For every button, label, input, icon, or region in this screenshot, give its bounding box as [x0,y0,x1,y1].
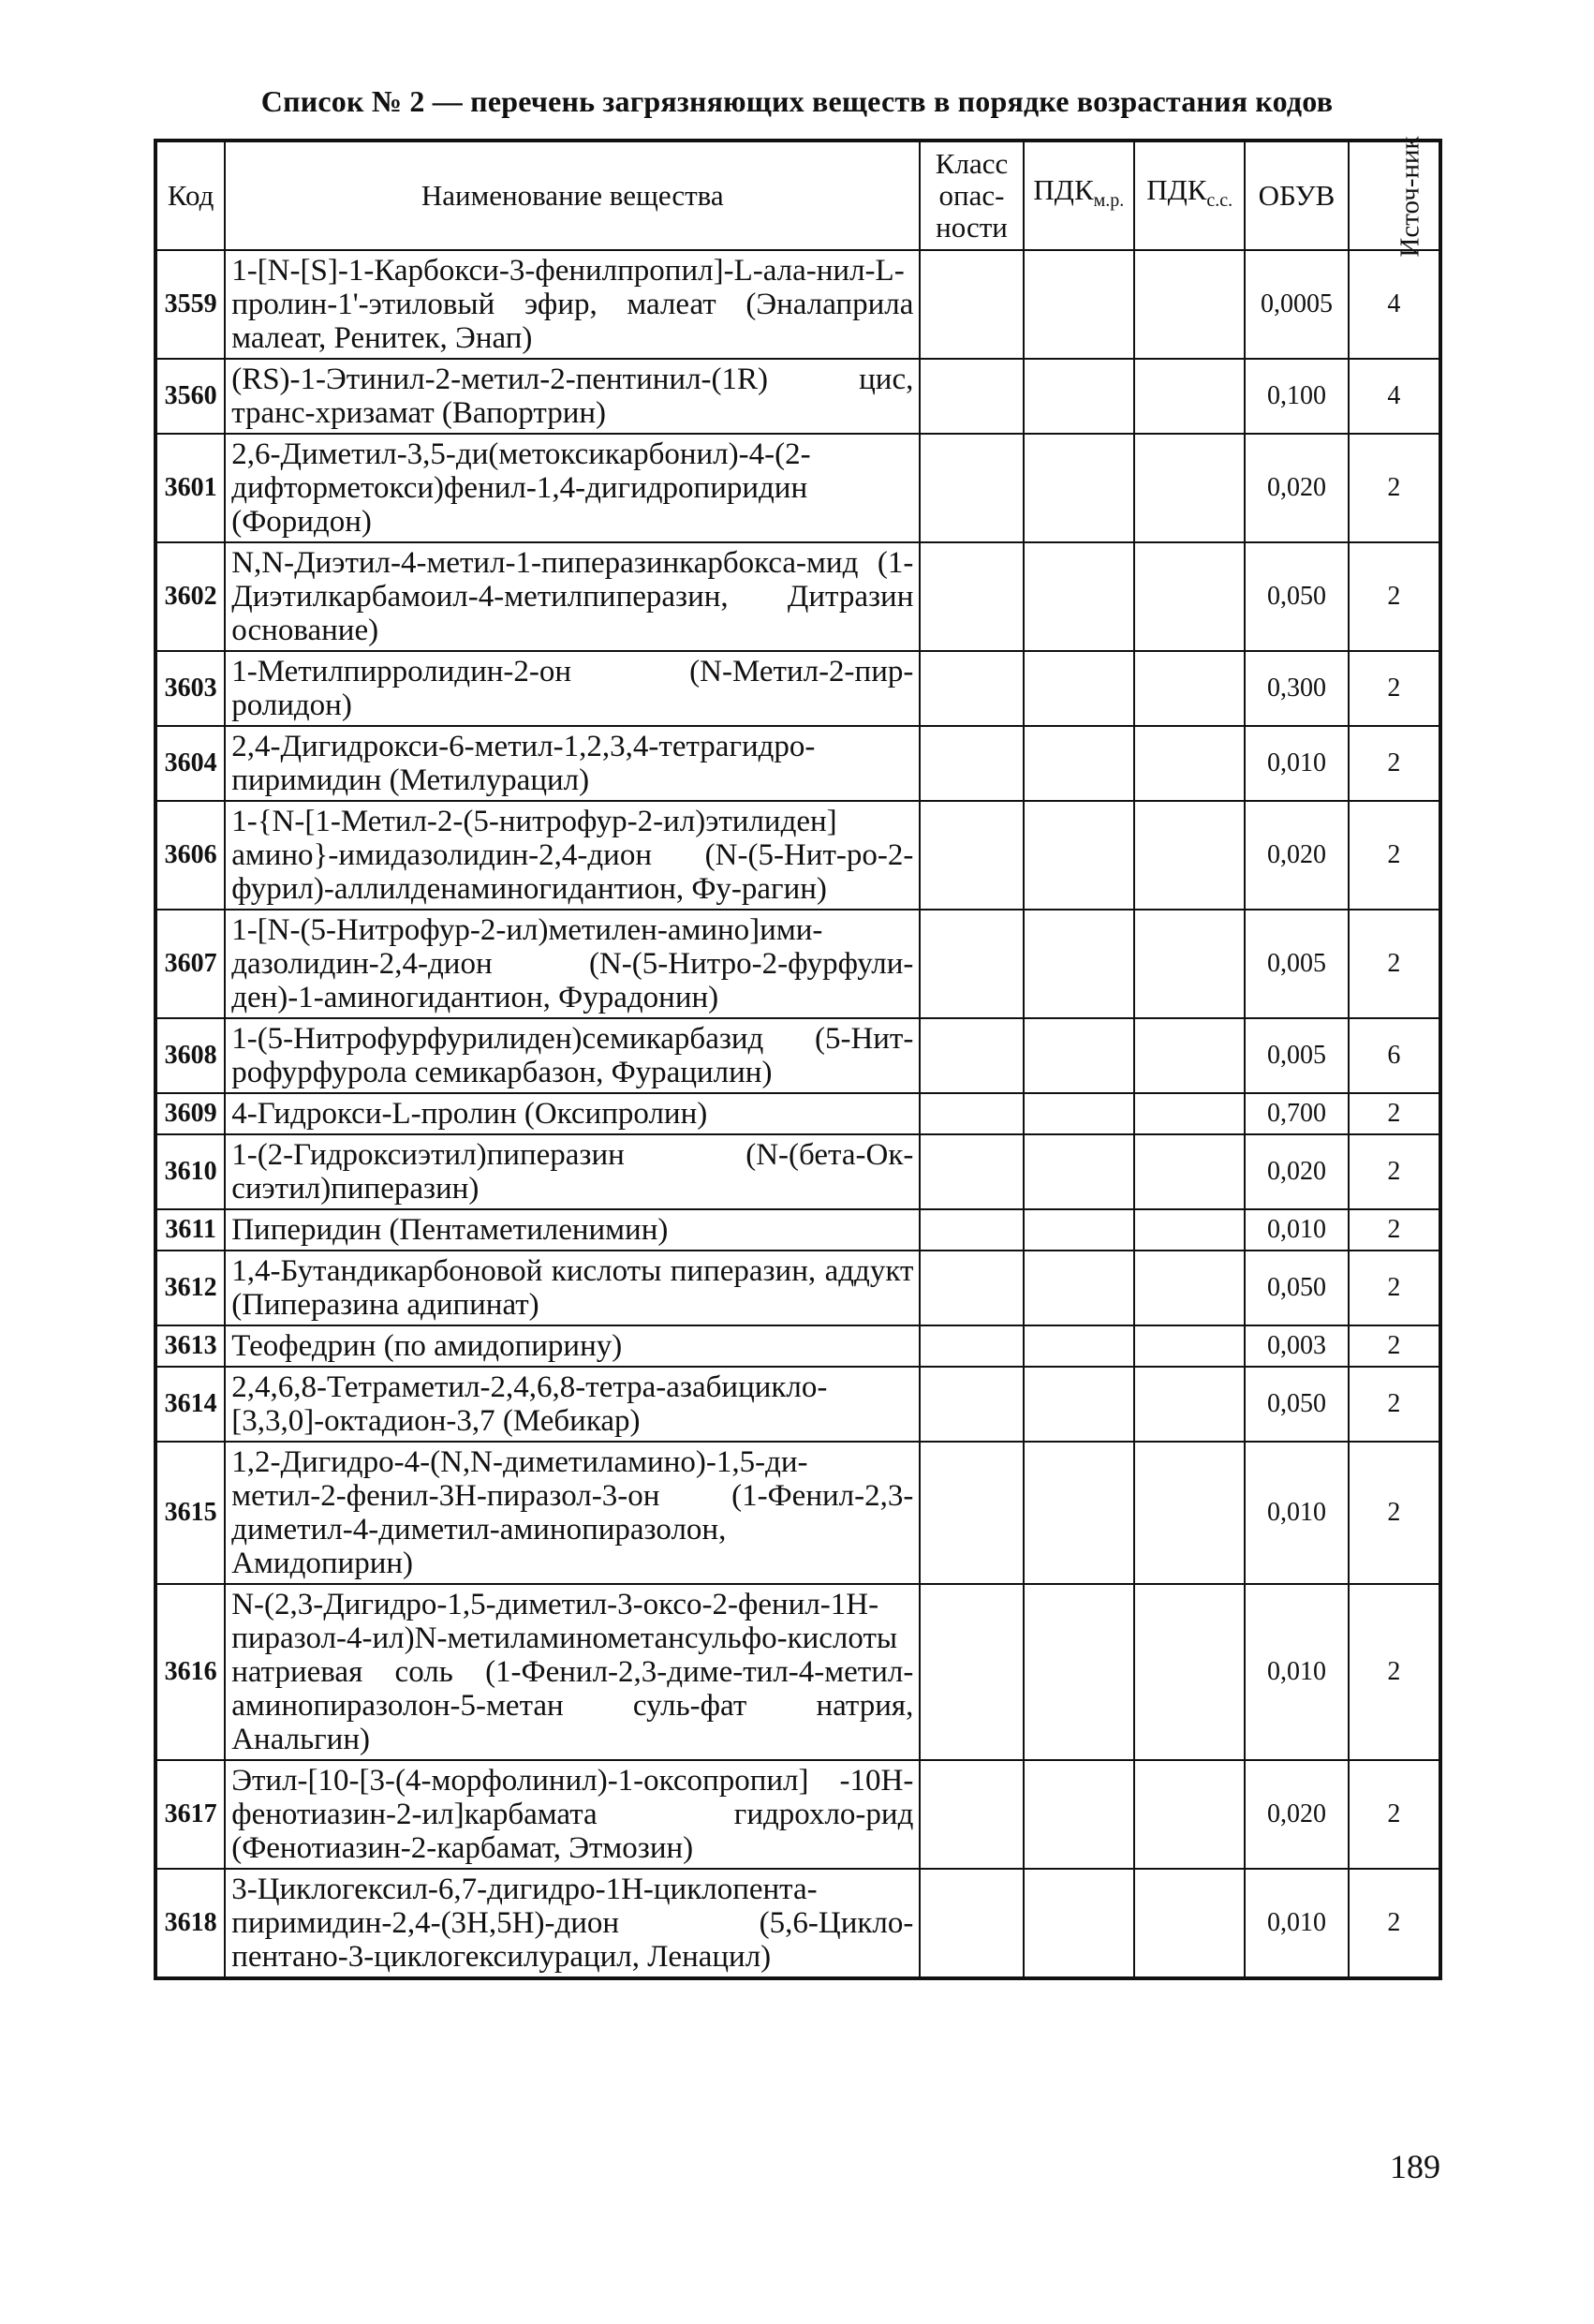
source-cell: 2 [1349,801,1440,910]
name-cell: 1-[N-[S]-1-Карбокси-3-фенилпропил]-L-ала-нил-L-пролин-1'-этиловый эфир, малеат (Эналаприла малеат, Ренитек, Энап) [225,250,920,359]
code-cell: 3560 [155,359,225,434]
source-cell: 2 [1349,1209,1440,1251]
hazard-class-cell [920,1093,1023,1134]
source-cell: 2 [1349,1760,1440,1869]
name-cell: 1-(2-Гидроксиэтил)пиперазин (N-(бета-Ок-сиэтил)пиперазин) [225,1134,920,1209]
obuv-cell: 0,020 [1245,1134,1348,1209]
pdk-ss-cell [1134,1869,1245,1978]
table-row [155,1869,1440,1978]
source-cell: 2 [1349,1367,1440,1442]
hazard-class-cell [920,726,1023,801]
pdk-ss-cell [1134,651,1245,726]
table-row [155,1442,1440,1584]
obuv-cell: 0,010 [1245,1584,1348,1760]
header-pdk-ss-label: ПДК [1146,173,1207,207]
header-pdk-ss [1134,141,1245,250]
code-cell: 3559 [155,250,225,359]
table-row [155,1367,1440,1442]
name-cell: 1,2-Дигидро-4-(N,N-диметиламино)-1,5-ди-метил-2-фенил-3Н-пиразол-3-он (1-Фенил-2,3-диметил-4-диметил-аминопиразолон, Амидопирин) [225,1442,920,1584]
pdk-ss-cell [1134,1760,1245,1869]
hazard-class-cell [920,1325,1023,1367]
obuv-cell: 0,300 [1245,651,1348,726]
pdk-mr-cell [1024,542,1134,651]
name-cell: 1,4-Бутандикарбоновой кислоты пиперазин, аддукт (Пиперазина адипинат) [225,1251,920,1325]
header-pdk-ss-sub: с.с. [1206,190,1233,212]
name-cell: 2,6-Диметил-3,5-ди(метоксикарбонил)-4-(2-дифторметокси)фенил-1,4-дигидропиридин (Форидон) [225,434,920,542]
table-row [155,1018,1440,1093]
header-pdk-mr-sub: м.р. [1093,190,1125,212]
source-cell: 2 [1349,1251,1440,1325]
hazard-class-cell [920,542,1023,651]
page-number: 189 [1390,2148,1440,2185]
name-cell: 2,4-Дигидрокси-6-метил-1,2,3,4-тетрагидро-пиримидин (Метилурацил) [225,726,920,801]
pdk-ss-cell [1134,910,1245,1018]
obuv-cell: 0,050 [1245,542,1348,651]
name-cell: N,N-Диэтил-4-метил-1-пиперазинкарбокса-мид (1-Диэтилкарбамоил-4-метилпиперазин, Дитразин основание) [225,542,920,651]
pdk-mr-cell [1024,910,1134,1018]
source-cell: 2 [1349,434,1440,542]
header-source [1349,136,1440,258]
pdk-ss-cell [1134,542,1245,651]
pdk-ss-cell [1134,1134,1245,1209]
hazard-class-cell [920,434,1023,542]
pdk-ss-cell [1134,1367,1245,1442]
pdk-mr-cell [1024,359,1134,434]
pdk-ss-cell [1134,1251,1245,1325]
pdk-ss-cell [1134,359,1245,434]
hazard-class-cell [920,1869,1023,1978]
code-cell: 3602 [155,542,225,651]
source-cell: 2 [1349,1325,1440,1367]
pdk-mr-cell [1024,726,1134,801]
hazard-class-cell [920,250,1023,359]
code-cell: 3601 [155,434,225,542]
source-cell: 2 [1349,1584,1440,1760]
pdk-mr-cell [1024,434,1134,542]
name-cell: 1-[N-(5-Нитрофур-2-ил)метилен-амино]ими-дазолидин-2,4-дион (N-(5-Нитро-2-фурфули-ден)-1-аминогидантион, Фурадонин) [225,910,920,1018]
hazard-class-cell [920,1584,1023,1760]
obuv-cell: 0,0005 [1245,250,1348,359]
pdk-mr-cell [1024,1869,1134,1978]
pdk-mr-cell [1024,1251,1134,1325]
obuv-cell: 0,003 [1245,1325,1348,1367]
table-row [155,359,1440,434]
pdk-ss-cell [1134,1442,1245,1584]
table-row [155,726,1440,801]
hazard-class-cell [920,1367,1023,1442]
obuv-cell: 0,050 [1245,1251,1348,1325]
pdk-ss-cell [1134,250,1245,359]
pdk-mr-cell [1024,651,1134,726]
pdk-mr-cell [1024,250,1134,359]
header-obuv: ОБУВ [1245,141,1348,250]
name-cell: Пиперидин (Пентаметиленимин) [225,1209,920,1251]
header-hazard-class-label: Класс опас-ности [935,147,1009,244]
pdk-ss-cell [1134,1209,1245,1251]
header-pdk-mr [1024,141,1134,250]
code-cell: 3607 [155,910,225,1018]
obuv-cell: 0,010 [1245,1869,1348,1978]
hazard-class-cell [920,1209,1023,1251]
table-row [155,1209,1440,1251]
source-cell: 4 [1349,250,1440,359]
table-row [155,1325,1440,1367]
pdk-ss-cell [1134,1093,1245,1134]
source-cell: 2 [1349,651,1440,726]
table-row [155,542,1440,651]
name-cell: (RS)-1-Этинил-2-метил-2-пентинил-(1R) цис, транс-хризамат (Вапортрин) [225,359,920,434]
pdk-mr-cell [1024,1442,1134,1584]
name-cell: 1-{N-[1-Метил-2-(5-нитрофур-2-ил)этилиден] амино}-имидазолидин-2,4-дион (N-(5-Нит-ро-2-фурил)-аллилденаминогидантион, Фу-рагин) [225,801,920,910]
hazard-class-cell [920,1760,1023,1869]
code-cell: 3603 [155,651,225,726]
pdk-ss-cell [1134,434,1245,542]
obuv-cell: 0,050 [1245,1367,1348,1442]
header-pdk-mr-label: ПДК [1033,173,1094,207]
header-source-label: Источ-ник [1395,136,1425,258]
name-cell: 2,4,6,8-Тетраметил-2,4,6,8-тетра-азабицикло-[3,3,0]-октадион-3,7 (Мебикар) [225,1367,920,1442]
table-header-row [155,141,1440,250]
table-row [155,1134,1440,1209]
table-row [155,910,1440,1018]
source-cell: 2 [1349,1869,1440,1978]
code-cell: 3609 [155,1093,225,1134]
pdk-mr-cell [1024,1584,1134,1760]
page-title: Список № 2 — перечень загрязняющих веществ в порядке возрастания кодов [260,84,1334,118]
source-cell: 2 [1349,1093,1440,1134]
pdk-mr-cell [1024,1367,1134,1442]
obuv-cell: 0,010 [1245,1209,1348,1251]
hazard-class-cell [920,1018,1023,1093]
code-cell: 3618 [155,1869,225,1978]
code-cell: 3614 [155,1367,225,1442]
hazard-class-cell [920,910,1023,1018]
code-cell: 3608 [155,1018,225,1093]
code-cell: 3610 [155,1134,225,1209]
table-row [155,801,1440,910]
pdk-ss-cell [1134,1584,1245,1760]
pdk-ss-cell [1134,1325,1245,1367]
obuv-cell: 0,010 [1245,1442,1348,1584]
obuv-cell: 0,020 [1245,434,1348,542]
pdk-mr-cell [1024,1760,1134,1869]
substances-table [154,136,1442,1980]
pdk-mr-cell [1024,1018,1134,1093]
source-cell: 2 [1349,1442,1440,1584]
hazard-class-cell [920,1251,1023,1325]
pdk-mr-cell [1024,1134,1134,1209]
pdk-mr-cell [1024,801,1134,910]
header-name: Наименование вещества [225,141,920,250]
table-row [155,1584,1440,1760]
header-hazard-class [920,141,1023,250]
name-cell: Этил-[10-[3-(4-морфолинил)-1-оксопропил] -10Н-фенотиазин-2-ил]карбамата гидрохло-рид (Фенотиазин-2-карбамат, Этмозин) [225,1760,920,1869]
code-cell: 3616 [155,1584,225,1760]
pdk-mr-cell [1024,1325,1134,1367]
code-cell: 3617 [155,1760,225,1869]
name-cell: Теофедрин (по амидопирину) [225,1325,920,1367]
obuv-cell: 0,005 [1245,1018,1348,1093]
table-row [155,434,1440,542]
pdk-ss-cell [1134,726,1245,801]
hazard-class-cell [920,1134,1023,1209]
obuv-cell: 0,700 [1245,1093,1348,1134]
name-cell: 3-Циклогексил-6,7-дигидро-1Н-циклопента-пиримидин-2,4-(3Н,5Н)-дион (5,6-Цикло-пентано-3-циклогексилурацил, Ленацил) [225,1869,920,1978]
pdk-mr-cell [1024,1093,1134,1134]
pdk-ss-cell [1134,1018,1245,1093]
table-row [155,651,1440,726]
name-cell: 1-(5-Нитрофурфурилиден)семикарбазид (5-Нит-рофурфурола семикарбазон, Фурацилин) [225,1018,920,1093]
obuv-cell: 0,020 [1245,801,1348,910]
hazard-class-cell [920,801,1023,910]
pdk-mr-cell [1024,1209,1134,1251]
code-cell: 3606 [155,801,225,910]
table-body [155,250,1440,1978]
hazard-class-cell [920,651,1023,726]
hazard-class-cell [920,1442,1023,1584]
table-row [155,1093,1440,1134]
source-cell: 6 [1349,1018,1440,1093]
source-cell: 4 [1349,359,1440,434]
code-cell: 3611 [155,1209,225,1251]
source-cell: 2 [1349,542,1440,651]
source-cell: 2 [1349,1134,1440,1209]
source-cell: 2 [1349,726,1440,801]
hazard-class-cell [920,359,1023,434]
pdk-ss-cell [1134,801,1245,910]
code-cell: 3613 [155,1325,225,1367]
source-cell: 2 [1349,910,1440,1018]
name-cell: N-(2,3-Дигидро-1,5-диметил-3-оксо-2-фенил-1Н-пиразол-4-ил)N-метиламинометансульфо-кислоты натриевая соль (1-Фенил-2,3-диме-тил-4-метил-аминопиразолон-5-метан суль-фат натрия, Анальгин) [225,1584,920,1760]
obuv-cell: 0,020 [1245,1760,1348,1869]
code-cell: 3604 [155,726,225,801]
code-cell: 3612 [155,1251,225,1325]
table-row [155,1251,1440,1325]
header-code: Код [155,141,225,250]
table-row [155,250,1440,359]
name-cell: 1-Метилпирролидин-2-он (N-Метил-2-пир-ролидон) [225,651,920,726]
name-cell: 4-Гидрокси-L-пролин (Оксипролин) [225,1093,920,1134]
table-row [155,1760,1440,1869]
code-cell: 3615 [155,1442,225,1584]
obuv-cell: 0,100 [1245,359,1348,434]
obuv-cell: 0,005 [1245,910,1348,1018]
obuv-cell: 0,010 [1245,726,1348,801]
